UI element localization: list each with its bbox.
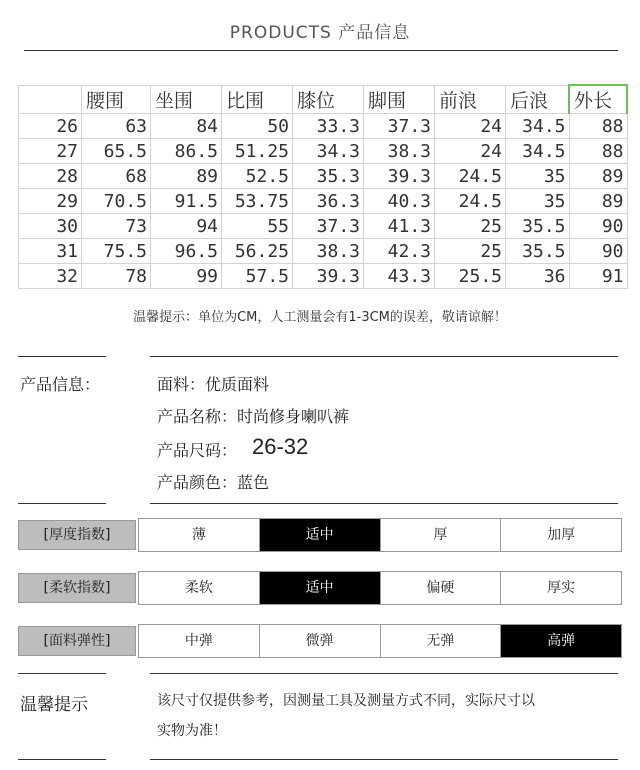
size-table-cell: 38.3: [293, 239, 364, 264]
note-top-divider: [150, 673, 618, 674]
note-bottom-divider: [18, 759, 106, 760]
size-table-cell: 25: [435, 239, 506, 264]
size-table-cell: 24: [435, 139, 506, 164]
size-table-row: [19, 239, 628, 264]
elasticity-index-options: [138, 624, 622, 658]
size-table-row: [19, 114, 628, 139]
size-table-cell: 24.5: [435, 164, 506, 189]
product-fabric: 面料：优质面料: [157, 375, 270, 394]
size-table-cell: 36: [506, 264, 570, 289]
size-table-row: [19, 264, 628, 289]
size-table-cell: 78: [82, 264, 151, 289]
size-table-cell: 94: [151, 214, 222, 239]
size-table-cell: 70.5: [82, 189, 151, 214]
size-tip: 温馨提示：单位为CM，人工测量会有1-3CM的误差，敬请谅解！: [133, 310, 507, 325]
size-table-cell: 57.5: [222, 264, 293, 289]
size-table-cell: 40.3: [364, 189, 435, 214]
size-table-header-row: [19, 85, 628, 114]
thickness-option: 加厚: [500, 519, 621, 551]
size-table-cell: 84: [151, 114, 222, 139]
size-table-cell: 37.3: [293, 214, 364, 239]
size-table-size-cell: 27: [19, 139, 82, 164]
size-table-cell: 91: [569, 264, 627, 289]
size-table-cell: 35: [506, 164, 570, 189]
size-table-cell: 89: [151, 164, 222, 189]
size-table-cell: 90: [569, 239, 627, 264]
size-table-cell: 55: [222, 214, 293, 239]
note-line-1: 该尺寸仅提供参考，因测量工具及测量方式不同，实际尺寸以: [157, 693, 535, 709]
size-table-cell: 38.3: [364, 139, 435, 164]
softness-option-selected: 适中: [259, 572, 380, 604]
size-table-cell: 50: [222, 114, 293, 139]
size-table-cell: 36.3: [293, 189, 364, 214]
size-table-cell: 56.25: [222, 239, 293, 264]
size-table-row: [19, 189, 628, 214]
elasticity-index-label: [面料弹性]: [18, 626, 136, 656]
size-table-cell: 34.5: [506, 139, 570, 164]
size-table-cell: 33.3: [293, 114, 364, 139]
softness-option: 厚实: [500, 572, 621, 604]
size-table-size-cell: 32: [19, 264, 82, 289]
size-table-cell: 43.3: [364, 264, 435, 289]
size-table-cell: 25: [435, 214, 506, 239]
size-table-size-cell: 30: [19, 214, 82, 239]
size-table-row: [19, 214, 628, 239]
size-table-cell: 89: [569, 189, 627, 214]
info-top-divider: [18, 356, 106, 357]
size-table-cell: 25.5: [435, 264, 506, 289]
size-table-cell: 63: [82, 114, 151, 139]
size-table-cell: 89: [569, 164, 627, 189]
size-table-cell: 90: [569, 214, 627, 239]
size-table-cell: 88: [569, 114, 627, 139]
size-table-cell: 34.5: [506, 114, 570, 139]
note-top-divider: [18, 673, 106, 674]
size-table-cell: 34.3: [293, 139, 364, 164]
elasticity-option-selected: 高弹: [500, 625, 621, 657]
elasticity-option: 中弹: [184, 633, 213, 649]
size-table-cell: 35.3: [293, 164, 364, 189]
size-table-size-cell: 31: [19, 239, 82, 264]
size-table-cell: 73: [82, 214, 151, 239]
softness-option: 偏硬: [380, 572, 501, 604]
elasticity-option: 微弹: [259, 625, 380, 657]
size-table-header-cell: 脚围: [364, 85, 435, 114]
header-divider: [24, 50, 618, 51]
size-table-cell: 91.5: [151, 189, 222, 214]
size-table-header-cell: 外长: [569, 85, 627, 114]
size-table-cell: 37.3: [364, 114, 435, 139]
thickness-option: 薄: [191, 527, 206, 543]
size-table-header-cell: 坐围: [151, 85, 222, 114]
thickness-option: 厚: [380, 519, 501, 551]
info-bottom-divider: [18, 503, 106, 504]
size-table-size-cell: 29: [19, 189, 82, 214]
page-title: PRODUCTS 产品信息: [229, 23, 411, 43]
size-table-cell: 39.3: [293, 264, 364, 289]
size-table-header-cell: 腰围: [82, 85, 151, 114]
size-table-row: [19, 164, 628, 189]
size-table-cell: 35.5: [506, 214, 570, 239]
note-title: 温馨提示: [20, 695, 88, 715]
size-table-cell: 35.5: [506, 239, 570, 264]
size-table-cell: 24.5: [435, 189, 506, 214]
size-table-header-cell: [19, 85, 82, 114]
size-table-cell: 35: [506, 189, 570, 214]
size-table-cell: 53.75: [222, 189, 293, 214]
softness-option: 柔软: [184, 580, 213, 596]
size-table-header-cell: 前浪: [435, 85, 506, 114]
size-table-cell: 42.3: [364, 239, 435, 264]
softness-index-options: [138, 571, 622, 605]
size-table-header-cell: 比围: [222, 85, 293, 114]
thickness-index-label: [厚度指数]: [18, 520, 136, 550]
size-table-header-cell: 膝位: [293, 85, 364, 114]
size-table-cell: 65.5: [82, 139, 151, 164]
size-table: [18, 84, 628, 289]
size-table-header-cell: 后浪: [506, 85, 570, 114]
size-table-cell: 41.3: [364, 214, 435, 239]
size-table-cell: 24: [435, 114, 506, 139]
note-line-2: 实物为准！: [157, 723, 227, 739]
size-table-cell: 96.5: [151, 239, 222, 264]
size-table-cell: 99: [151, 264, 222, 289]
size-table-size-cell: 28: [19, 164, 82, 189]
size-table-cell: 75.5: [82, 239, 151, 264]
product-info-label: 产品信息：: [20, 375, 101, 394]
size-table-cell: 68: [82, 164, 151, 189]
size-table-cell: 51.25: [222, 139, 293, 164]
product-size-label: 产品尺码：: [157, 441, 238, 460]
size-table-cell: 39.3: [364, 164, 435, 189]
size-table-cell: 52.5: [222, 164, 293, 189]
size-table-cell: 86.5: [151, 139, 222, 164]
size-table-size-cell: 26: [19, 114, 82, 139]
thickness-index-options: [138, 518, 622, 552]
product-color: 产品颜色：蓝色: [157, 473, 270, 492]
product-size-value: 26-32: [252, 434, 309, 459]
size-table-cell: 88: [569, 139, 627, 164]
info-bottom-divider: [150, 503, 618, 504]
info-top-divider: [150, 356, 618, 357]
thickness-option-selected: 适中: [259, 519, 380, 551]
size-table-row: [19, 139, 628, 164]
softness-index-label: [柔软指数]: [18, 573, 136, 603]
elasticity-option: 无弹: [380, 625, 501, 657]
product-name: 产品名称：时尚修身喇叭裤: [157, 407, 350, 426]
note-bottom-divider: [150, 759, 618, 760]
